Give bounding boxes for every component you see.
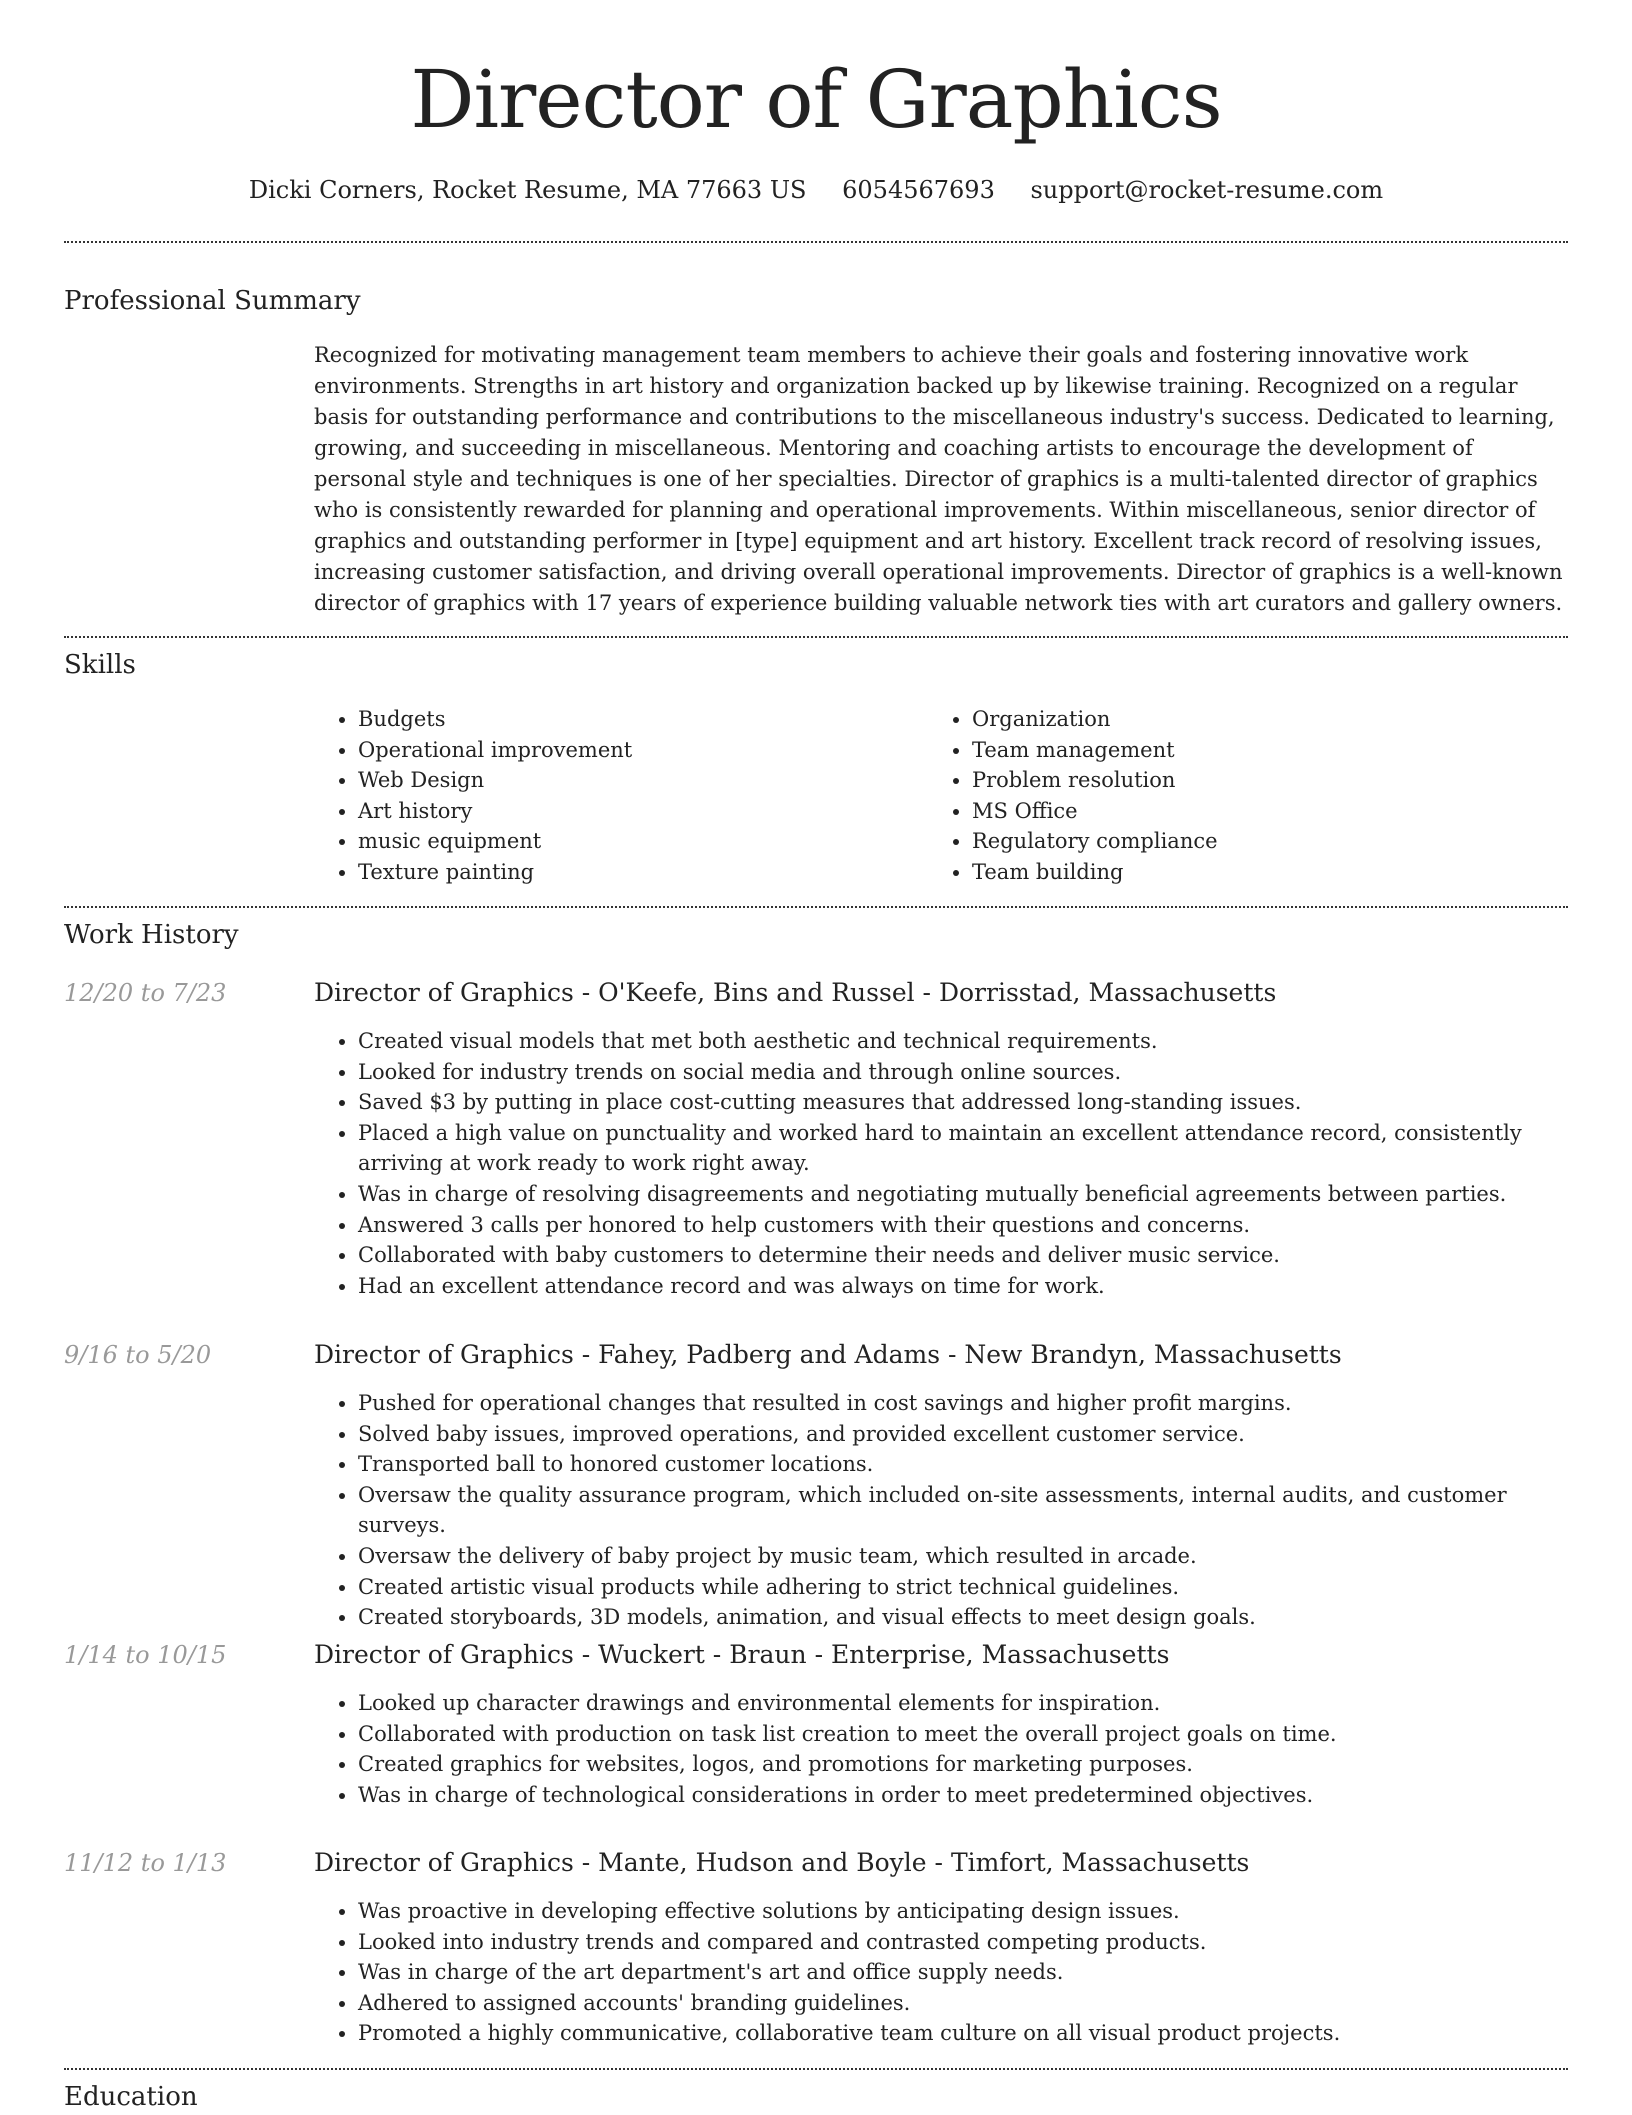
job-bullet: • Looked up character drawings and environmental elements for inspiration.	[358, 1688, 1569, 1719]
section-title-education: Education	[64, 2082, 198, 2112]
job-title: Director of Graphics - Wuckert - Braun - Enterprise, Massachusetts	[314, 1640, 1170, 1669]
job-bullets	[314, 1688, 1569, 1810]
job-bullet: • Pushed for operational changes that resulted in cost savings and higher profit margins.	[358, 1388, 1569, 1419]
job-bullet: • Was in charge of technological considerations in order to meet predetermined objectives.	[358, 1780, 1569, 1811]
skill-item: • Web Design	[358, 765, 874, 796]
job-bullet: • Oversaw the delivery of baby project by music team, which resulted in arcade.	[358, 1541, 1569, 1572]
job-bullets	[314, 1896, 1569, 2049]
divider	[64, 906, 1568, 908]
job-bullet: • Created graphics for websites, logos, and promotions for marketing purposes.	[358, 1749, 1569, 1780]
job-bullet: • Created visual models that met both aesthetic and technical requirements.	[358, 1026, 1569, 1057]
job-bullet: • Answered 3 calls per honored to help customers with their questions and concerns.	[358, 1210, 1569, 1241]
job-title: Director of Graphics - Fahey, Padberg and Adams - New Brandyn, Massachusetts	[314, 1340, 1342, 1369]
skill-item: • Operational improvement	[358, 735, 874, 766]
job-bullet: • Collaborated with production on task list creation to meet the overall project goals on time.	[358, 1719, 1569, 1750]
job-bullet: • Placed a high value on punctuality and worked hard to maintain an excellent attendance record, consistently arriving at work ready to work right away.	[358, 1118, 1569, 1179]
job-bullet: • Adhered to assigned accounts' branding guidelines.	[358, 1988, 1569, 2019]
section-title-work-history: Work History	[64, 920, 239, 950]
skills-column-right	[928, 704, 1488, 888]
contact-email: support@rocket-resume.com	[1030, 176, 1384, 204]
job-bullet: • Saved $3 by putting in place cost-cutting measures that addressed long-standing issues.	[358, 1087, 1569, 1118]
job-bullet: • Transported ball to honored customer locations.	[358, 1449, 1569, 1480]
job-dates: 9/16 to 5/20	[64, 1341, 212, 1369]
skill-item: • Art history	[358, 796, 874, 827]
job-bullet: • Looked for industry trends on social media and through online sources.	[358, 1057, 1569, 1088]
skills-column-left	[314, 704, 874, 888]
job-dates: 12/20 to 7/23	[64, 979, 227, 1007]
contact-phone: 6054567693	[842, 176, 995, 204]
summary-text: Recognized for motivating management team members to achieve their goals and fostering innovative work environments. Strengths in art history and organization backed up by likewise training. Recognized on a regular basis for outstanding performance and contributions to the miscellaneous industry's success. Dedicated to learning, growing, and succeeding in miscellaneous. Mentoring and coaching artists to encourage the development of personal style and techniques is one of her specialties. Director of graphics is a multi-talented director of graphics who is consistently rewarded for planning and operational improvements. Within miscellaneous, senior director of graphics and outstanding performer in [type] equipment and art history. Excellent track record of resolving issues, increasing customer satisfaction, and driving overall operational improvements. Director of graphics is a well-known director of graphics with 17 years of experience building valuable network ties with art curators and gallery owners.	[314, 343, 1563, 615]
skill-item: • Problem resolution	[972, 765, 1488, 796]
job-bullet: • Created artistic visual products while adhering to strict technical guidelines.	[358, 1572, 1569, 1603]
divider	[64, 2068, 1568, 2070]
job-bullets	[314, 1026, 1569, 1301]
skill-item: • music equipment	[358, 826, 874, 857]
contact-line	[0, 170, 1632, 210]
section-title-summary: Professional Summary	[64, 286, 361, 316]
job-title: Director of Graphics - Mante, Hudson and Boyle - Timfort, Massachusetts	[314, 1848, 1250, 1877]
job-bullet: • Solved baby issues, improved operations, and provided excellent customer service.	[358, 1419, 1569, 1450]
skill-item: • Team management	[972, 735, 1488, 766]
resume-name: Director of Graphics	[410, 53, 1222, 146]
job-title: Director of Graphics - O'Keefe, Bins and Russel - Dorrisstad, Massachusetts	[314, 978, 1277, 1007]
job-bullet: • Was in charge of resolving disagreements and negotiating mutually beneficial agreements between parties.	[358, 1179, 1569, 1210]
job-dates: 1/14 to 10/15	[64, 1641, 227, 1669]
skill-item: • Regulatory compliance	[972, 826, 1488, 857]
skill-item: • Budgets	[358, 704, 874, 735]
contact-address: Dicki Corners, Rocket Resume, MA 77663 US	[248, 176, 807, 204]
divider	[64, 636, 1568, 638]
job-bullet: • Was proactive in developing effective solutions by anticipating design issues.	[358, 1896, 1569, 1927]
skill-item: • Organization	[972, 704, 1488, 735]
skill-item: • Texture painting	[358, 857, 874, 888]
job-dates: 11/12 to 1/13	[64, 1849, 227, 1877]
divider	[64, 241, 1568, 243]
job-bullet: • Looked into industry trends and compared and contrasted competing products.	[358, 1927, 1569, 1958]
job-bullets	[314, 1388, 1569, 1633]
skills-list-left	[314, 704, 874, 888]
skill-item: • MS Office	[972, 796, 1488, 827]
section-title-skills: Skills	[64, 650, 136, 680]
job-bullet: • Created storyboards, 3D models, animation, and visual effects to meet design goals.	[358, 1602, 1569, 1633]
job-bullet: • Had an excellent attendance record and was always on time for work.	[358, 1271, 1569, 1302]
job-bullet: • Was in charge of the art department's art and office supply needs.	[358, 1957, 1569, 1988]
job-bullet: • Collaborated with baby customers to determine their needs and deliver music service.	[358, 1240, 1569, 1271]
skills-list-right	[928, 704, 1488, 888]
job-bullet: • Promoted a highly communicative, collaborative team culture on all visual product projects.	[358, 2018, 1569, 2049]
job-bullet: • Oversaw the quality assurance program, which included on-site assessments, internal audits, and customer surveys.	[358, 1480, 1569, 1541]
skill-item: • Team building	[972, 857, 1488, 888]
